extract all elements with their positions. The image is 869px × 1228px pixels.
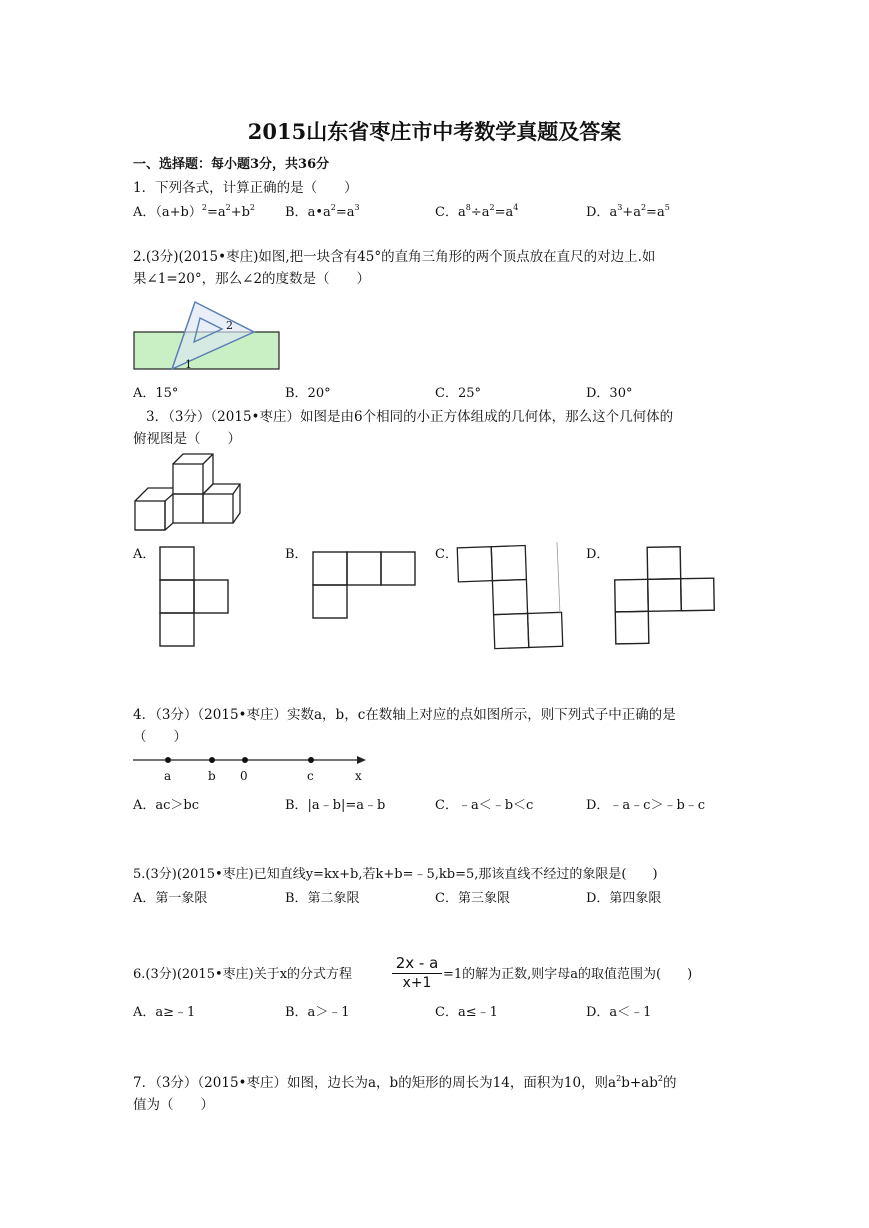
q2-stem-line2: 果∠1=20°，那么∠2的度数是（ ） xyxy=(133,271,371,287)
q6-option-d: D．a＜﹣1 xyxy=(586,1005,652,1020)
q6-numerator: 2x - a xyxy=(392,954,442,974)
q3-option-c-label: C． xyxy=(435,547,458,562)
q6-stem-prefix: 6.(3分)(2015•枣庄)关于x的分式方程 xyxy=(133,967,353,982)
point-c xyxy=(308,757,314,763)
q3-option-c-figure xyxy=(456,540,568,655)
q4-option-b: B．|a﹣b|=a﹣b xyxy=(285,798,386,813)
q2-option-a: A．15° xyxy=(133,386,179,401)
q1-option-a: A．$(a+b)^2=a^2+b^2$ xyxy=(133,203,256,220)
label-c: c xyxy=(307,769,314,783)
q6-option-a: A．a≥﹣1 xyxy=(133,1005,196,1020)
q6-option-c: C．a≤﹣1 xyxy=(435,1005,498,1020)
q3-stem-line2: 俯视图是（ ） xyxy=(133,431,241,447)
q6-fraction xyxy=(392,954,442,992)
q4-option-c: C．﹣a＜﹣b＜c xyxy=(435,798,534,813)
q4-stem-line1: 4．（3分）（2015•枣庄）实数a，b，c在数轴上对应的点如图所示，则下列式子中正确的是 xyxy=(133,707,676,723)
q6-stem-suffix: =1的解为正数,则字母a的取值范围为( ) xyxy=(443,967,693,982)
q5-stem: 5.(3分)(2015•枣庄)已知直线y=kx+b,若k+b=﹣5,kb=5,那该直线不经过的象限是( ) xyxy=(133,867,658,882)
q2-stem-line1: 2.(3分)(2015•枣庄)如图,把一块含有45°的直角三角形的两个顶点放在直尺的对边上.如 xyxy=(133,249,656,265)
q4-stem-line2: （ ） xyxy=(133,729,187,745)
q7-stem-line1: 7．（3分）（2015•枣庄）如图，边长为a，b的矩形的周长为14，面积为10，则$a^2b+ab^2$的 xyxy=(133,1074,677,1091)
q1-option-d: D．$a^3+a^2=a^5$ xyxy=(586,203,670,220)
q1-option-c: C．$a^8\div a^2=a^4$ xyxy=(435,203,519,220)
document-title: 2015山东省枣庄市中考数学真题及答案 xyxy=(247,119,622,144)
q5-option-d: D．第四象限 xyxy=(586,891,662,906)
q3-stem-line1: 3．（3分）（2015•枣庄）如图是由6个相同的小正方体组成的几何体，那么这个几何体的 xyxy=(146,409,674,425)
point-a xyxy=(165,757,171,763)
q3-option-d-label: D． xyxy=(586,547,610,562)
q4-option-d: D．﹣a﹣c＞﹣b﹣c xyxy=(586,798,706,813)
angle-1-label: 1 xyxy=(185,358,192,371)
q5-option-a: A．第一象限 xyxy=(133,891,208,906)
label-b: b xyxy=(208,769,216,783)
q6-option-b: B．a＞﹣1 xyxy=(285,1005,350,1020)
label-a: a xyxy=(164,769,172,783)
q1-stem: 1．下列各式，计算正确的是（ ） xyxy=(133,180,358,196)
q6-denominator: x+1 xyxy=(402,975,432,991)
q1-option-b: B．$a•a^2=a^3$ xyxy=(285,203,360,220)
q2-option-b: B．20° xyxy=(285,386,331,401)
q3-option-a-label: A． xyxy=(133,547,156,562)
label-x: x xyxy=(355,769,362,783)
q2-option-c: C．25° xyxy=(435,386,481,401)
q7-stem-line2: 值为（ ） xyxy=(133,1097,214,1113)
q3-cube-solid-figure xyxy=(130,452,245,534)
q4-option-a: A．ac＞bc xyxy=(133,798,200,813)
point-zero xyxy=(242,757,248,763)
section-heading: 一、选择题：每小题3分，共36分 xyxy=(133,157,330,172)
q3-option-b-figure xyxy=(311,550,419,620)
q3-option-a-figure xyxy=(158,545,233,650)
q2-ruler-triangle-figure xyxy=(130,296,290,376)
angle-2-label: 2 xyxy=(226,319,233,332)
q2-option-d: D．30° xyxy=(586,386,633,401)
q3-option-d-figure xyxy=(612,544,720,649)
label-zero: 0 xyxy=(240,769,248,783)
q4-number-line xyxy=(130,750,375,790)
q5-option-b: B．第二象限 xyxy=(285,891,360,906)
q3-option-b-label: B． xyxy=(285,547,308,562)
q5-option-c: C．第三象限 xyxy=(435,891,510,906)
point-b xyxy=(209,757,215,763)
